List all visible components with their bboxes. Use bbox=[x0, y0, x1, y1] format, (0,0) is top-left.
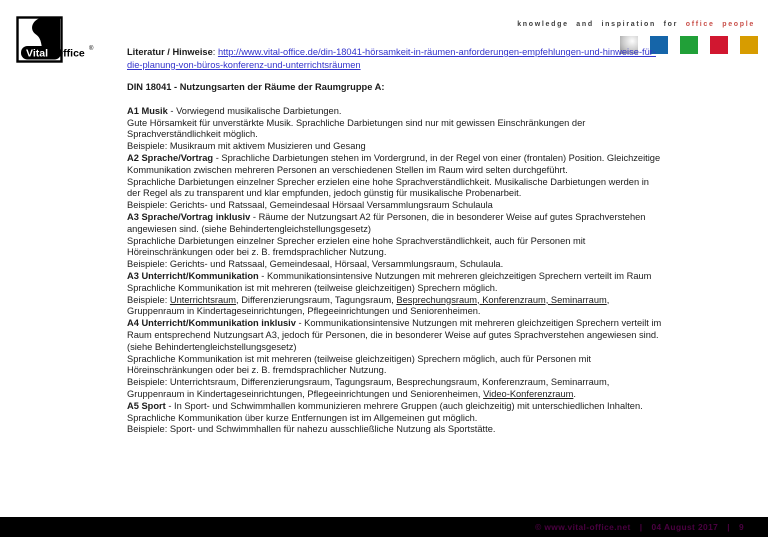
footer-separator: | bbox=[639, 522, 643, 532]
paragraph bbox=[127, 259, 664, 271]
text-run: Unterrichtsraum bbox=[169, 294, 237, 305]
literature-separator: : bbox=[212, 47, 218, 57]
literature-label: Literatur / Hinweise bbox=[127, 47, 213, 57]
text-run: Sprachliche Kommunikation ist mit mehreren (teilweise gleichzeitigen) Sprechern möglich. bbox=[127, 282, 498, 293]
paragraph bbox=[127, 141, 664, 153]
footer-bar bbox=[0, 517, 768, 537]
text-run: , Differenzierungsraum, Tagungsraum, bbox=[236, 294, 397, 305]
usage-type-label: A3 Sprache/Vortrag inklusiv bbox=[127, 211, 251, 222]
tagline-prefix: knowledge and inspiration for bbox=[517, 21, 679, 28]
text-run: Sprachliche Darbietungen einzelner Sprecher erzielen eine hohe Sprachverständlichkeit. Musikalische Darbietungen werden in der Regel als zu transparent und klar empfunden, jedoch günstig für musikalische Probenarbeit. bbox=[127, 176, 649, 199]
text-run: Besprechungsraum, Konferenzraum, Seminarraum bbox=[396, 294, 607, 305]
text-run: - Sprachliche Darbietungen stehen im Vordergrund, in der Regel von einer (frontalen) Position. Gleichzeitige Kommunikation zwischen mehreren Personen an verschiedenen Stellen im Raum wird selten durchgeführt. bbox=[127, 152, 661, 175]
usage-type-label: A1 Musik bbox=[127, 105, 168, 116]
text-run: Beispiele: Musikraum mit aktivem Musizieren und Gesang bbox=[127, 141, 366, 152]
footer-page-number: 9 bbox=[738, 522, 744, 532]
paragraph bbox=[127, 212, 664, 236]
color-square-red bbox=[710, 36, 728, 54]
color-square-green bbox=[680, 36, 698, 54]
paragraph bbox=[127, 413, 664, 425]
vital-office-logo bbox=[16, 16, 126, 66]
paragraph bbox=[127, 401, 664, 413]
text-run: Beispiele: Gerichts- und Ratssaal, Gemeindesaal, Hörsaal, Versammlungsraum, Schulaula. bbox=[127, 259, 504, 270]
color-square-gold bbox=[740, 36, 758, 54]
text-run: Gute Hörsamkeit für unverstärkte Musik. Sprachliche Darbietungen sind nur mit gewissen Einschränkungen der Sprachverständlichkeit möglich. bbox=[127, 117, 586, 140]
text-run: - Vorwiegend musikalische Darbietungen. bbox=[167, 105, 342, 116]
footer-separator: | bbox=[727, 522, 730, 532]
company-tagline bbox=[517, 21, 755, 28]
text-run: Video-Konferenzraum bbox=[483, 388, 574, 399]
logo-text-office: -Office bbox=[51, 47, 85, 60]
paragraph bbox=[127, 283, 664, 295]
text-run: - Kommunikationsintensive Nutzungen mit mehreren gleichzeitigen Sprechern verteilt im Raum entsprechend Nutzungsart A3, jedoch für Personen, die in besonderer Weise auf gutes Sprachverstehen angewiesen sind. (siehe Behindertengleichstellungsgesetz) bbox=[127, 318, 662, 352]
paragraph bbox=[127, 354, 664, 378]
text-run: Sprachliche Kommunikation ist mit mehreren (teilweise gleichzeitigen) Sprechern möglich, auch für Personen mit Höreinschränkungen oder bei z. B. fremdsprachlicher Nutzung. bbox=[127, 353, 592, 376]
paragraph bbox=[127, 106, 664, 118]
literature-note bbox=[127, 46, 664, 71]
text-run: - Räume der Nutzungsart A2 für Personen, die in besonderer Weise auf gutes Sprachverstehen angewiesen sind. (siehe Behindertengleichstellungsgesetz) bbox=[127, 211, 646, 234]
logo-registered-mark: ® bbox=[89, 46, 94, 52]
footer-text bbox=[535, 522, 744, 532]
text-run: Beispiele: Sport- und Schwimmhallen für nahezu ausschließliche Nutzung als Sportstätte. bbox=[127, 424, 496, 435]
tagline-highlight: office people bbox=[685, 21, 755, 28]
text-run: Sprachliche Darbietungen einzelner Sprecher erzielen eine hohe Sprachverständlichkeit, auch für Personen mit Höreinschränkungen oder bei z. B. fremdsprachlicher Nutzung. bbox=[127, 235, 586, 258]
document-body bbox=[127, 106, 664, 436]
footer-copyright[interactable]: © www.vital-office.net bbox=[535, 522, 631, 532]
paragraph bbox=[127, 200, 664, 212]
usage-type-label: A3 Unterricht/Kommunikation bbox=[127, 270, 259, 281]
paragraph bbox=[127, 177, 664, 201]
paragraph bbox=[127, 318, 664, 353]
paragraph bbox=[127, 118, 664, 142]
footer-date: 04 August 2017 bbox=[651, 522, 719, 532]
paragraph bbox=[127, 271, 664, 283]
literature-link[interactable]: http://www.vital-office.de/din-18041-hörsamkeit-in-räumen-anforderungen-empfehlungen-und-hinweise-für-die-planung-von-büros-konferenz-und-unterrichtsräumen bbox=[127, 47, 656, 70]
paragraph bbox=[127, 153, 664, 177]
paragraph bbox=[127, 236, 664, 260]
logo-mark-icon bbox=[16, 16, 126, 66]
paragraph bbox=[127, 424, 664, 436]
page-title: DIN 18041 - Nutzungsarten der Räume der Raumgruppe A: bbox=[127, 82, 385, 92]
usage-type-label: A2 Sprache/Vortrag bbox=[127, 152, 214, 163]
text-run: . bbox=[573, 388, 576, 399]
text-run: Beispiele: Gerichts- und Ratssaal, Gemeindesaal Hörsaal Versammlungsraum Schulaula bbox=[127, 200, 493, 211]
usage-type-label: A5 Sport bbox=[127, 400, 166, 411]
usage-type-label: A4 Unterricht/Kommunikation inklusiv bbox=[127, 318, 296, 329]
document-content bbox=[127, 46, 664, 436]
logo-text-vital: Vital bbox=[26, 47, 48, 60]
text-run: - In Sport- und Schwimmhallen kommunizieren mehrere Gruppen (auch gleichzeitig) mit unterschiedlichen Inhalten. bbox=[165, 400, 643, 411]
text-run: - Kommunikationsintensive Nutzungen mit mehreren gleichzeitigen Sprechern verteilt im Raum bbox=[258, 270, 652, 281]
paragraph bbox=[127, 377, 664, 401]
paragraph bbox=[127, 295, 664, 319]
text-run: Beispiele: Unterrichtsraum, Differenzierungsraum, Tagungsraum, Besprechungsraum, Konferenzraum, Seminarraum, Gruppenraum in Kindertageseinrichtungen, Pflegeeinrichtungen und Seniorenheimen, bbox=[127, 377, 610, 399]
text-run: , Gruppenraum in Kindertageseinrichtungen, Pflegeeinrichtungen und Seniorenheimen. bbox=[127, 294, 610, 317]
text-run: Sprachliche Kommunikation über kurze Entfernungen ist im Allgemeinen gut möglich. bbox=[127, 412, 478, 423]
text-run: Beispiele: bbox=[127, 294, 170, 305]
